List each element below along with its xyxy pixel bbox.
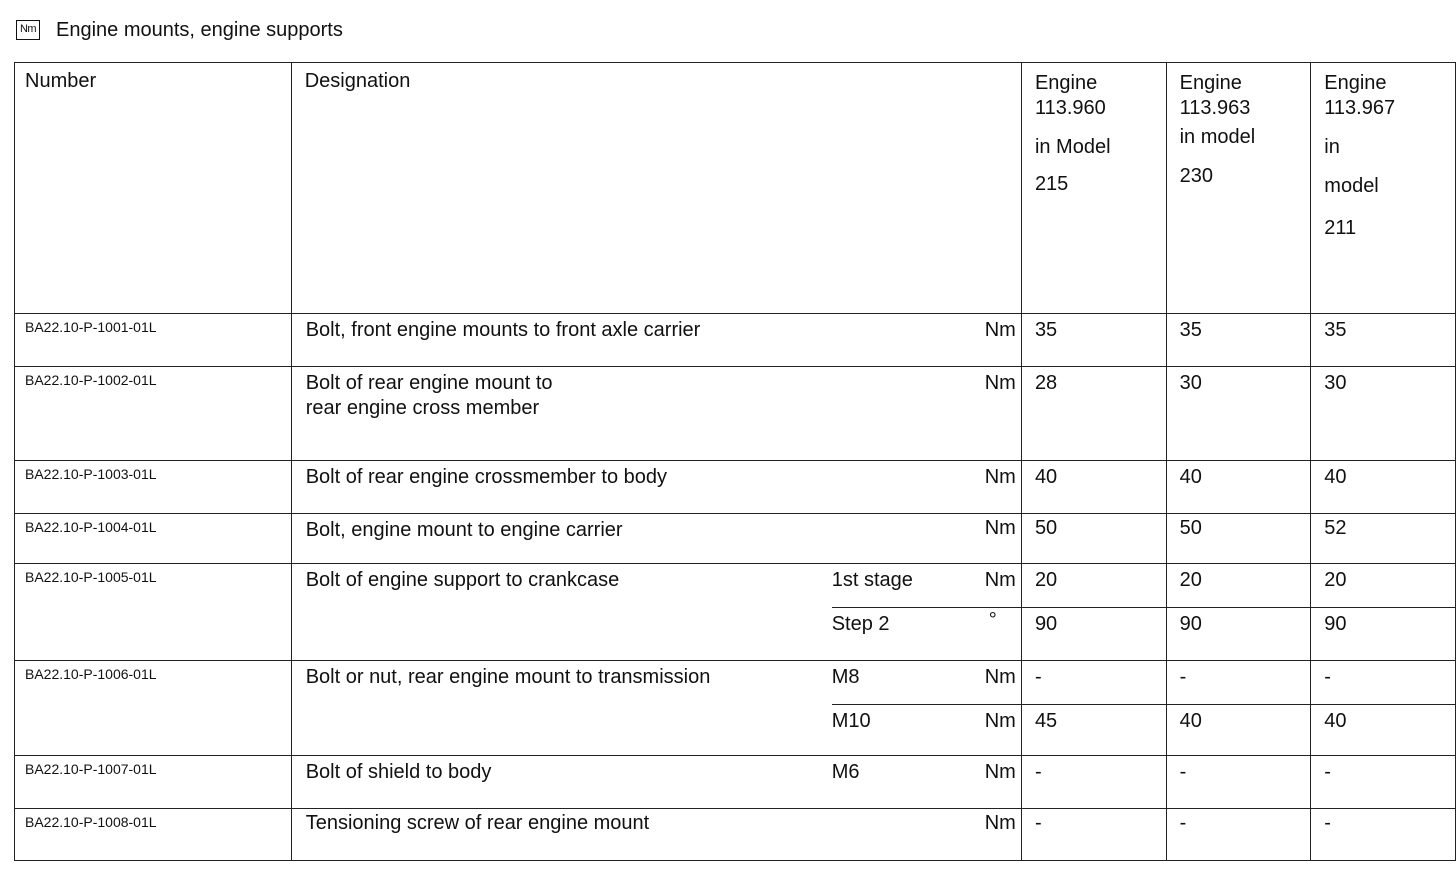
condition-label: M6 xyxy=(831,761,860,783)
table-row xyxy=(15,367,1456,461)
value-cell: 40 xyxy=(1166,461,1311,514)
row-number: BA22.10-P-1003-01L xyxy=(15,461,292,514)
row-designation: Bolt, front engine mounts to front axle carrier Nm xyxy=(291,314,1021,367)
value-cell: - xyxy=(1166,809,1311,861)
value-cell: 28 xyxy=(1021,367,1166,461)
row-number: BA22.10-P-1005-01L xyxy=(15,564,292,661)
row-designation: Bolt of engine support to crankcase 1st stage Nm Step 2 ° xyxy=(291,564,1021,661)
condition-label: M8 xyxy=(831,666,860,688)
value-cell: - xyxy=(1021,809,1166,861)
value-cell: 35 xyxy=(1166,314,1311,367)
value-cell: 30 xyxy=(1166,367,1311,461)
row-designation: Bolt of rear engine mount to rear engine cross member Nm xyxy=(291,367,1021,461)
torque-table xyxy=(14,62,1456,861)
column-header-designation: Designation xyxy=(291,63,1021,314)
value-cell: 35 xyxy=(1021,314,1166,367)
table-header-row xyxy=(15,63,1456,314)
value-cell: 52 xyxy=(1311,514,1456,564)
value-cell: - xyxy=(1021,756,1166,809)
value-cell: - xyxy=(1311,809,1456,861)
column-header-engine-113963: Engine 113.963 in model 230 xyxy=(1166,63,1311,314)
value-cell: 20 90 xyxy=(1021,564,1166,661)
row-designation: Tensioning screw of rear engine mount Nm xyxy=(291,809,1021,861)
value-cell: - 45 xyxy=(1021,661,1166,756)
page-header xyxy=(16,16,343,44)
column-header-engine-113967: Engine 113.967 in model 211 xyxy=(1311,63,1456,314)
row-number: BA22.10-P-1001-01L xyxy=(15,314,292,367)
row-number: BA22.10-P-1004-01L xyxy=(15,514,292,564)
value-cell: - 40 xyxy=(1311,661,1456,756)
table-row xyxy=(15,809,1456,861)
sub-row-divider xyxy=(832,704,1021,705)
page-title: Engine mounts, engine supports xyxy=(56,18,343,41)
row-designation: Bolt, engine mount to engine carrier Nm xyxy=(291,514,1021,564)
table-row xyxy=(15,514,1456,564)
value-cell: - 40 xyxy=(1166,661,1311,756)
value-cell: 40 xyxy=(1021,461,1166,514)
value-cell: - xyxy=(1311,756,1456,809)
row-number: BA22.10-P-1006-01L xyxy=(15,661,292,756)
table-row xyxy=(15,564,1456,661)
row-designation: Bolt or nut, rear engine mount to transmission M8 Nm M10 Nm xyxy=(291,661,1021,756)
row-number: BA22.10-P-1002-01L xyxy=(15,367,292,461)
table-row xyxy=(15,756,1456,809)
value-cell: 30 xyxy=(1311,367,1456,461)
value-cell: 50 xyxy=(1166,514,1311,564)
column-header-number: Number xyxy=(15,63,292,314)
value-cell: 20 90 xyxy=(1166,564,1311,661)
table-row xyxy=(15,461,1456,514)
value-cell: 50 xyxy=(1021,514,1166,564)
row-designation: Bolt of rear engine crossmember to body Nm xyxy=(291,461,1021,514)
value-cell: 40 xyxy=(1311,461,1456,514)
row-designation: Bolt of shield to body M6 Nm xyxy=(291,756,1021,809)
row-number: BA22.10-P-1008-01L xyxy=(15,809,292,861)
condition-label: M10 xyxy=(831,710,871,732)
row-number: BA22.10-P-1007-01L xyxy=(15,756,292,809)
column-header-engine-113960: Engine 113.960 in Model 215 xyxy=(1021,63,1166,314)
value-cell: 20 90 xyxy=(1311,564,1456,661)
torque-nm-icon: Nm xyxy=(16,20,40,40)
condition-label: Step 2 xyxy=(831,613,890,635)
value-cell: - xyxy=(1166,756,1311,809)
condition-label: 1st stage xyxy=(831,569,913,591)
table-row xyxy=(15,314,1456,367)
table-row xyxy=(15,661,1456,756)
value-cell: 35 xyxy=(1311,314,1456,367)
